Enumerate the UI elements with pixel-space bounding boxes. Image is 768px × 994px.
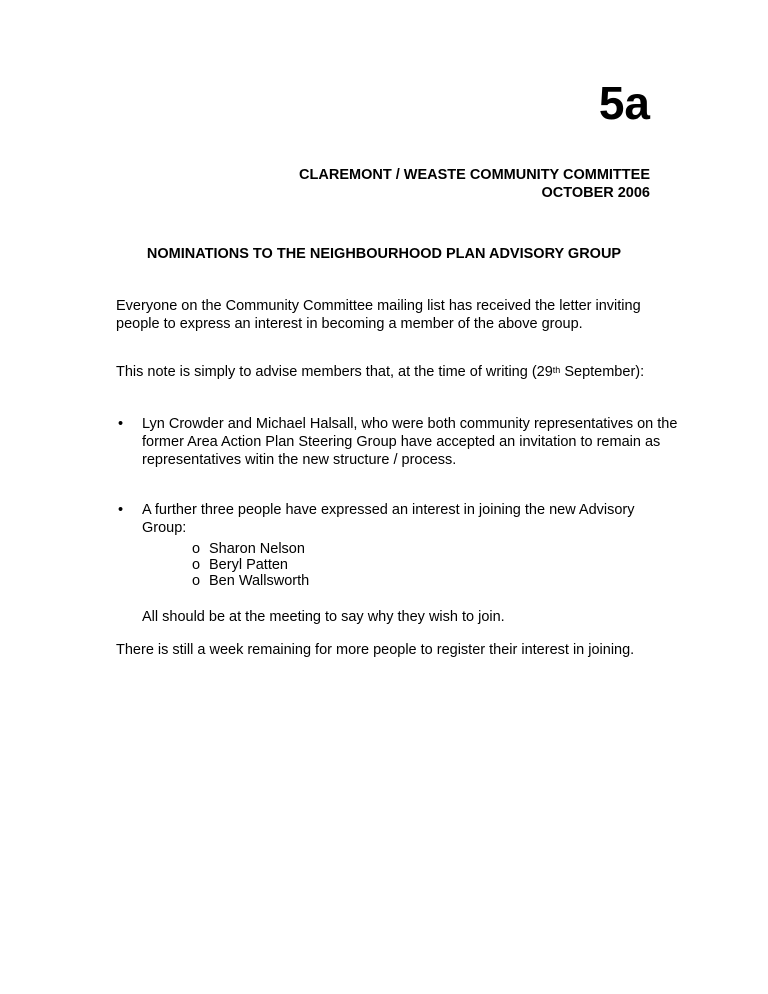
paragraph-note-text bbox=[116, 363, 656, 381]
paragraph-intro bbox=[116, 297, 656, 333]
circle-bullet-icon: o bbox=[192, 541, 201, 557]
document-number: 5a bbox=[598, 77, 650, 129]
nominee-list bbox=[192, 541, 309, 589]
nominee-name: Beryl Patten bbox=[209, 557, 288, 573]
list-item-text: A further three people have expressed an interest in joining the new Advisory Group: bbox=[142, 502, 635, 536]
paragraph-meeting: All should be at the meeting to say why they wish to join. bbox=[142, 609, 505, 625]
nominee-name: Ben Wallsworth bbox=[209, 573, 310, 589]
list-item bbox=[116, 415, 682, 469]
bullet-icon: • bbox=[118, 502, 124, 518]
nominee-item bbox=[192, 541, 309, 557]
list-item bbox=[116, 501, 682, 537]
paragraph-note-ordinal: th bbox=[552, 365, 561, 375]
list-item-text: Lyn Crowder and Michael Halsall, who were both community representatives on the former Area Action Plan Steering Group have accepted an invitation to remain as representatives witin the new structure / process. bbox=[142, 416, 678, 468]
paragraph-intro-text: Everyone on the Community Committee mailing list has received the letter inviting people to express an interest in becoming a member of the above group. bbox=[116, 298, 641, 332]
paragraph-closing-text: There is still a week remaining for more people to register their interest in joining. bbox=[116, 642, 635, 658]
circle-bullet-icon: o bbox=[192, 557, 201, 573]
nominee-item bbox=[192, 557, 309, 573]
document-heading: NOMINATIONS TO THE NEIGHBOURHOOD PLAN ADVISORY GROUP bbox=[146, 246, 622, 262]
nominee-name: Sharon Nelson bbox=[209, 541, 305, 557]
nominee-item bbox=[192, 573, 309, 589]
bullet-icon: • bbox=[118, 416, 124, 432]
paragraph-note bbox=[116, 363, 656, 381]
circle-bullet-icon: o bbox=[192, 573, 201, 589]
committee-header bbox=[299, 166, 650, 202]
paragraph-note-start: This note is simply to advise members that, at the time of writing (29 bbox=[116, 364, 553, 380]
paragraph-closing bbox=[116, 641, 656, 659]
paragraph-note-end: September): bbox=[560, 364, 645, 380]
meeting-date: OCTOBER 2006 bbox=[541, 185, 650, 201]
committee-name: CLAREMONT / WEASTE COMMUNITY COMMITTEE bbox=[299, 167, 650, 183]
